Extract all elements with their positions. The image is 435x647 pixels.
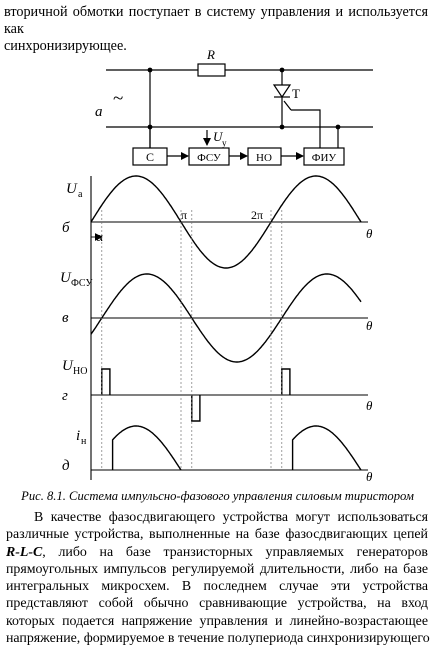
two-pi-label: 2π [251, 208, 264, 222]
alpha-label: α [96, 229, 103, 244]
control-pulse [282, 369, 290, 395]
timing-diagrams [91, 176, 368, 480]
row-v-label: в [62, 310, 69, 326]
tilde-icon: ~ [113, 88, 124, 109]
rlc-term: R-L-C [6, 544, 43, 560]
bottom-paragraph [6, 509, 428, 647]
top-paragraph-line: синхронизирующее. [4, 38, 127, 54]
paragraph-line: которых подается напряжение управления и линейно-возрастающее [6, 613, 428, 629]
thyristor-label: T [292, 86, 300, 101]
row-g-label: г [62, 388, 68, 404]
control-voltage-symbol: U [213, 129, 223, 144]
row-b-y-sub: а [78, 189, 83, 200]
paragraph-line: В качестве фазосдвигающего устройства могут использоваться [34, 510, 428, 525]
paragraph-line: представляют собой обычно сравнивающие устройства, на вход [6, 596, 428, 612]
block-c-label: С [145, 150, 155, 164]
figure-caption: Рис. 8.1. Система импульсно-фазового управления силовым тиристором [21, 489, 414, 503]
theta-label: θ [366, 398, 373, 413]
load-current-wave [113, 426, 181, 470]
row-b-label: б [62, 220, 70, 236]
theta-label: θ [366, 226, 373, 241]
block-fiu-label: ФИУ [311, 152, 337, 164]
paragraph-line: напряжение, формируемое в течение полупериода синхронизирующего [6, 631, 430, 647]
junction-dot [148, 68, 153, 73]
junction-dot [336, 125, 341, 130]
load-current-wave [293, 426, 361, 470]
row-g-y-sub: НО [73, 366, 88, 377]
block-fsu-label: ФСУ [197, 152, 221, 164]
control-pulse [102, 369, 110, 395]
paragraph-line: прямоугольных импульсов регулируемой длительности, либо на базе [6, 561, 428, 577]
row-b-y-symbol: U [66, 181, 77, 197]
figure-8-1 [0, 40, 435, 485]
junction-dot [280, 68, 285, 73]
theta-label: θ [366, 318, 373, 333]
row-v-y-symbol: U [60, 270, 71, 286]
junction-dot [280, 125, 285, 130]
block-no-label: НО [256, 152, 272, 164]
control-voltage-subscript: y [222, 138, 227, 148]
thyristor-symbol [274, 70, 320, 148]
theta-label: θ [366, 469, 373, 484]
paragraph-line: различные устройства, выполненные на базе фазосдвигающих цепей [6, 527, 428, 543]
resistor-label: R [207, 47, 215, 62]
control-pulse [192, 395, 200, 421]
resistor-symbol [198, 64, 225, 76]
row-d-y-sub: н [81, 436, 87, 447]
top-paragraph-line: вторичной обмотки поступает в систему управления и используется как [4, 4, 428, 37]
pi-label: π [181, 208, 188, 222]
row-d-y-symbol: i [76, 428, 81, 444]
row-v-y-sub: ФСУ [71, 278, 93, 289]
paragraph-line-rest: , либо на базе транзисторных управляемых генераторов [42, 544, 428, 560]
paragraph-line: интегральных микросхем. В последнем случае эти устройства [6, 579, 428, 595]
circuit-label-a: а [95, 104, 103, 120]
paragraph-line [6, 544, 428, 561]
row-d-label: д [62, 458, 70, 474]
junction-dot [148, 125, 153, 130]
row-g-y-symbol: U [62, 358, 73, 374]
